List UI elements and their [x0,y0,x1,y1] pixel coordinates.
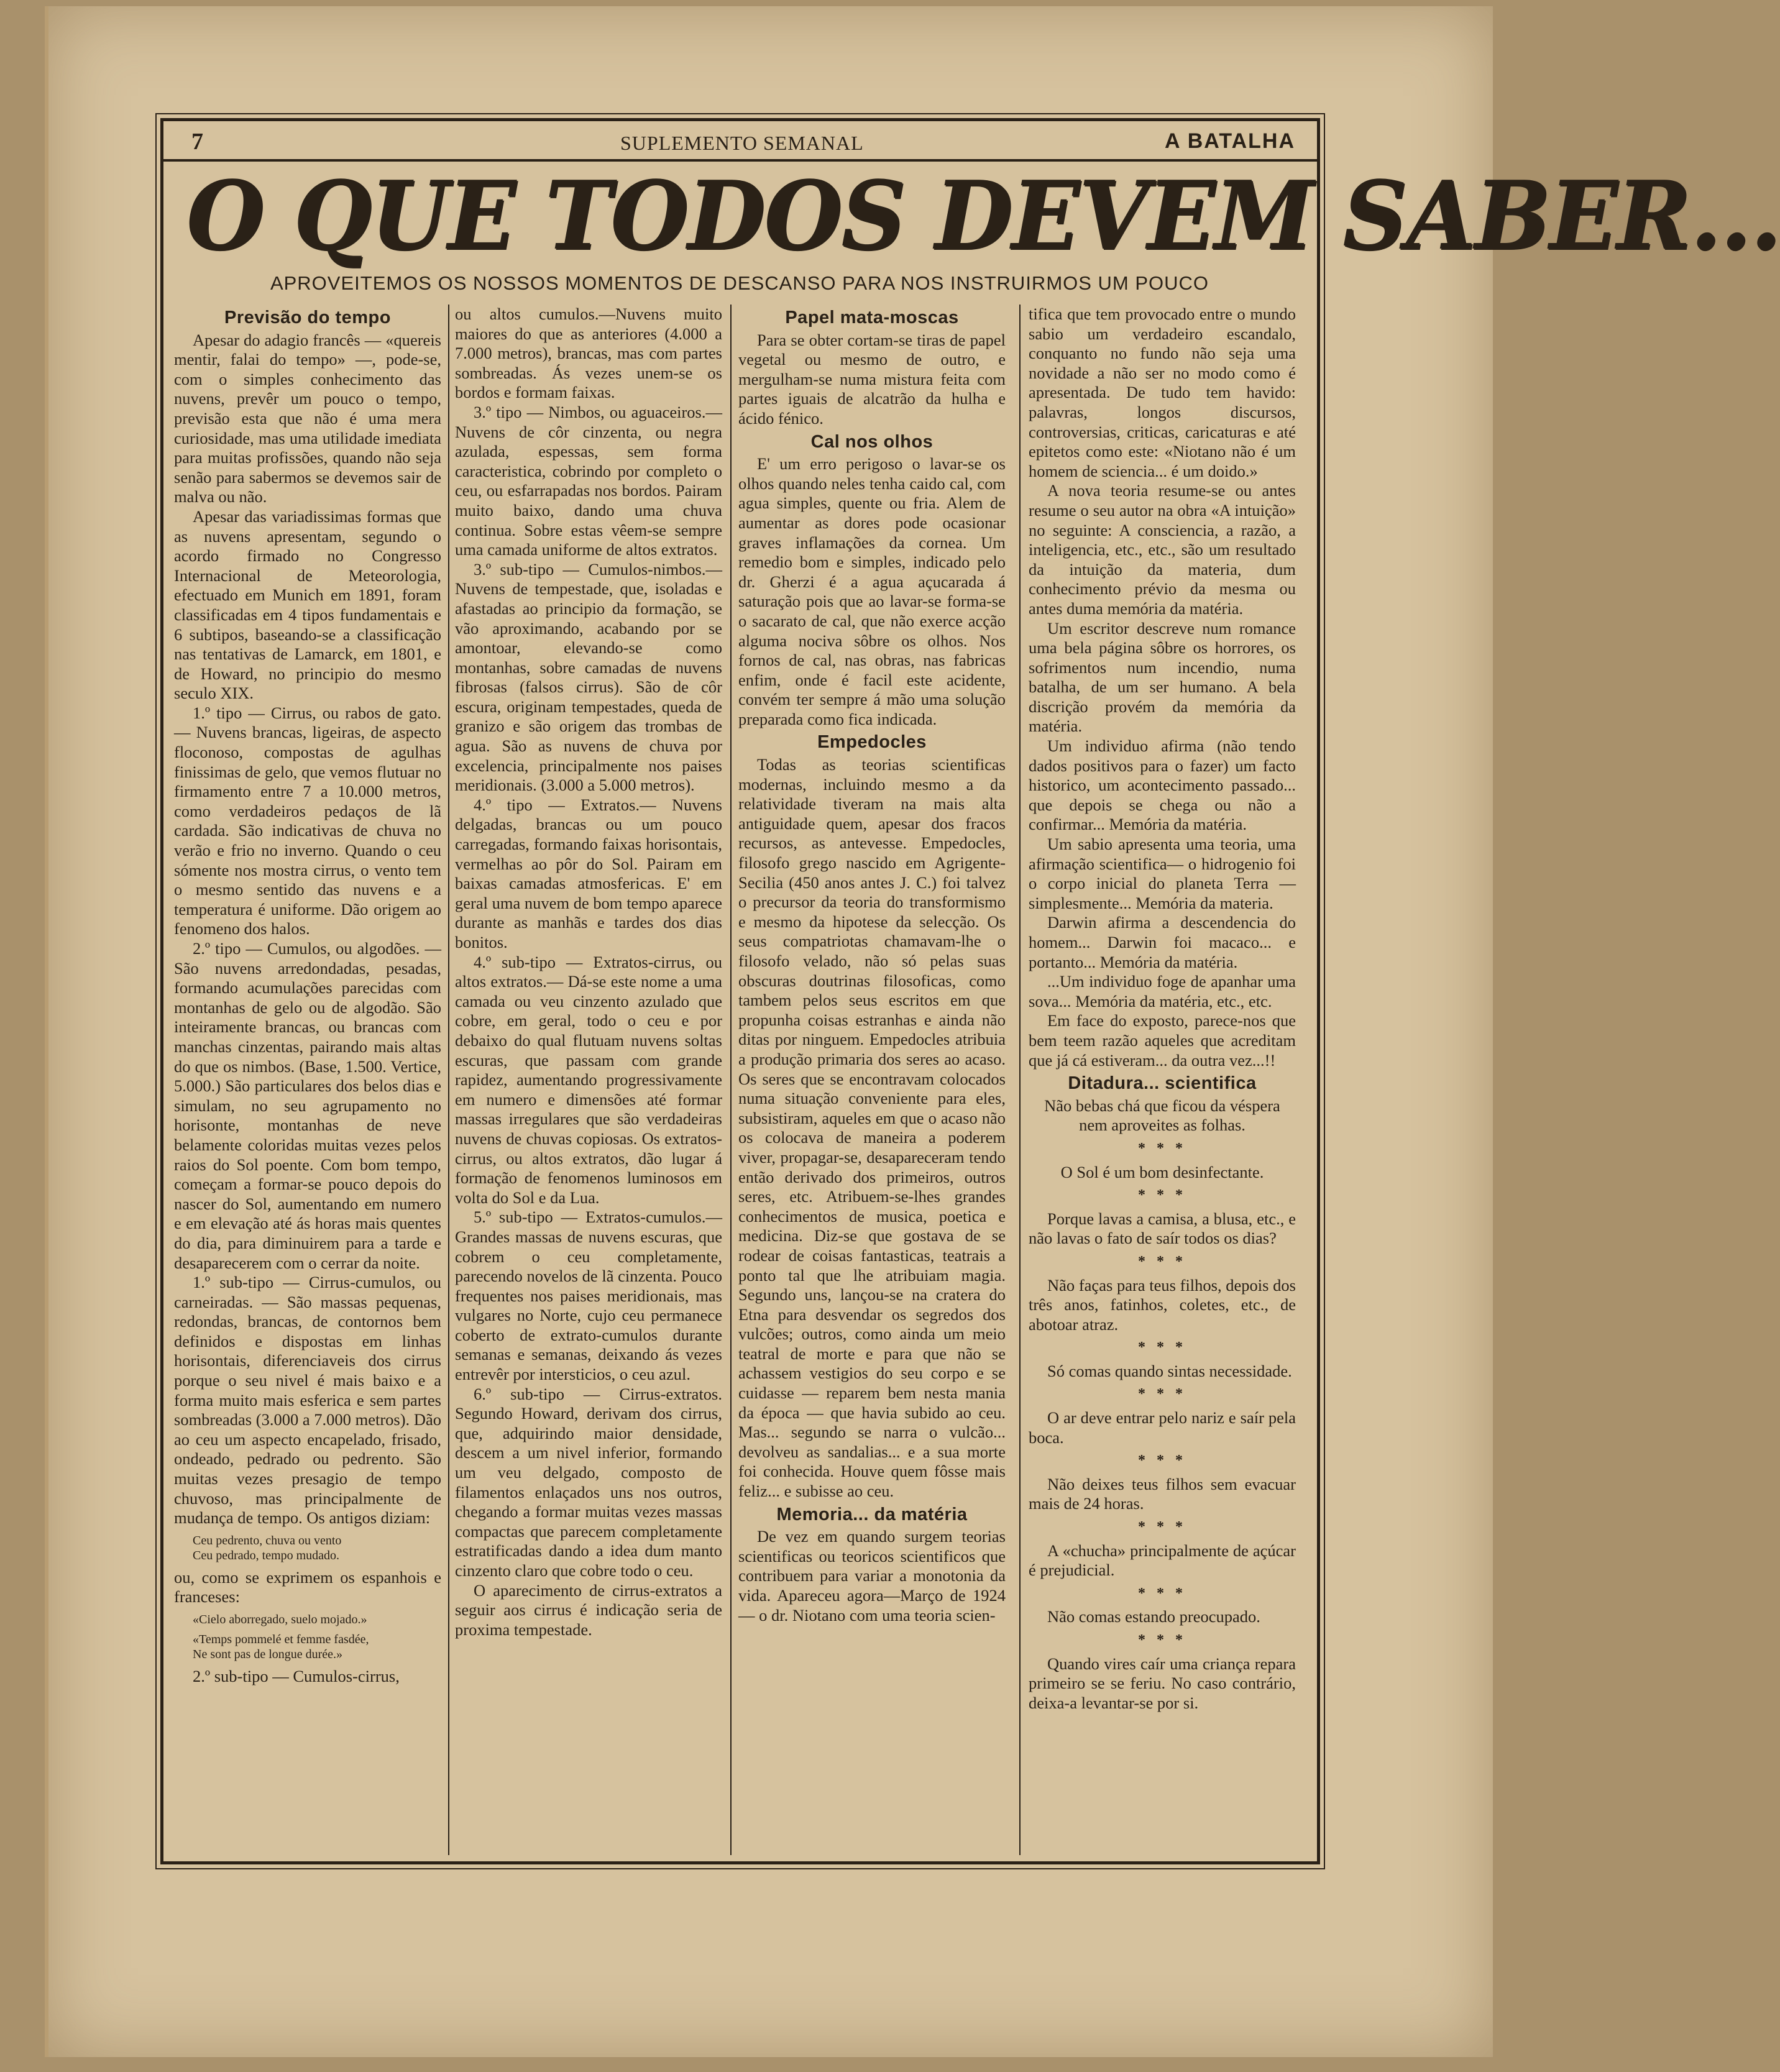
paragraph: 2.º sub-tipo — Cumulos-cirrus, [193,1667,400,1685]
paragraph: tifica que tem provocado entre o mundo sabio um verdadeiro escandalo, conquanto no fundo não seja uma novidade a não ser no modo como é apresentada. De tudo tem havido: palavras, longos discursos, controversias, criticas, caricaturas e até epitetos como este: «Niotano não é um homem de sciencia... é um doido.» [1029,305,1296,480]
separator: * * * [1138,1386,1186,1403]
column-rule [448,305,449,1855]
paragraph: Um escritor descreve num romance uma bela página sôbre os horrores, os sofrimentos num incendio, numa batalha, de um ser humano. A bela discrição provém da memória da matéria. [1029,618,1296,736]
column-4 [1029,305,1296,1855]
article-columns [168,305,1318,1858]
column-1 [174,305,441,1855]
separator: * * * [1138,1339,1186,1356]
paragraph: Um individuo afirma (não tendo dados positivos para o fazer) um facto historico, um acontecimento passado... que depois se chega ou não a confirmar... Memória da matéria. [1029,736,1296,834]
paragraph: ou, como se exprimem os espanhois e franceses: [174,1567,441,1607]
verse: Ceu pedrento, chuva ou vento Ceu pedrado, tempo mudado. [193,1533,342,1562]
tip: O Sol é um bom desinfectante. [1060,1162,1264,1181]
supplement-title: SUPLEMENTO SEMANAL [620,132,864,154]
paragraph: Todas as teorias scientificas modernas, incluindo mesmo a da relatividade tiveram na mais alta antiguidade quem, apesar dos fracos recursos, as antevesse. Empedocles, filosofo grego nascido em Agrigente-Secilia (450 anos antes J. C.) foi talvez o precursor da teoria do transformismo e mesmo da hipotese da selecção. Os seus compatriotas chamavam-lhe o filosofo velado, não só pelas suas obscuras doutrinas filosoficas, como tambem pelos seus escritos em que propunha coisas estranhas e ainda não ditas por ninguem. Empedocles atribuia a produção primaria dos seres ao acaso. Os seres que se encontravam colocados numa situação conveniente para eles, subsistiram, aqueles em que o acaso não os colocava de maneira a poderem viver, propagar-se, desapareceram tendo então derivado dos primeiros, outros seres, etc. Atribuem-se-lhes grandes conhecimentos de musica, poetica e medicina. Diz-se que gostava de se rodear de coisas fantasticas, teatrais a ponto tal que lhe atribuiam magia. Segundo uns, lançou-se na cratera do Etna para desvendar os segredos dos vulcões; outros, como ainda um meio teatral de morte e para que não se achassem vestigios do seu corpo e se cuidasse — reparem bem nesta mania da época — que havia subido ao ceu. Mas... segundo se narra o vulcão... devolveu as sandalias... e a sua morte foi conhecida. Houve quem fôsse mais feliz... e subisse ao ceu. [738,755,1006,1501]
paragraph: 3.º tipo — Nimbos, ou aguaceiros.— Nuvens de côr cinzenta, ou negra azulada, espessas, sem forma caracteristica, cobrindo por completo o ceu, ou esfarrapadas nos bordos. Pairam muito baixo, dando uma chuva continua. Sobre estas vêem-se sempre uma camada uniforme de altos extratos. [455,402,722,559]
paragraph: Apesar das variadissimas formas que as nuvens apresentam, segundo o acordo firmado no Congresso Internacional de Meteorologia, efectuado em Munich em 1891, foram classificadas em 4 tipos fundamentais e 6 subtipos, baseando-se a classificação nas tentativas de Lamarck, em 1801, e de Howard, no principio do mesmo seculo XIX. [174,507,441,703]
verse: «Cielo aborregado, suelo mojado.» [193,1613,367,1626]
paragraph: E' um erro perigoso o lavar-se os olhos quando neles tenha caido cal, com agua simples, quente ou fria. Alem de aumentar as dores pode ocasionar graves inflamações da cornea. Um remedio bom e simples, indicado pelo dr. Gherzi é a agua açucarada á saturação pois que ao lavar-se forma-se o sacarato de cal, que não exerce acção alguma nociva sôbre os olhos. Nos fornos de cal, nas obras, nas fabricas enfim, onde é facil este acidente, convém ter sempre á mão uma solução preparada como fica indicada. [738,454,1006,728]
paragraph: 1.º tipo — Cirrus, ou rabos de gato.— Nuvens brancas, ligeiras, de aspecto floconoso, compostas de agulhas finissimas de gelo, que vemos flutuar no firmamento entre 7 a 10.000 metros, como verdadeiros pedaços de lã cardada. São indicativas de chuva no verão e frio no inverno. Quando o ceu sómente nos mostra cirrus, o vento tem o mesmo sentido das nuvens e a temperatura é uniforme. Dão origem ao fenomeno dos halos. [174,703,441,938]
subheadline: APROVEITEMOS OS NOSSOS MOMENTOS DE DESCANSO PARA NOS INSTRUIRMOS UM POUCO [270,272,1209,294]
newspaper-name: A BATALHA [1165,129,1295,153]
separator: * * * [1138,1187,1186,1204]
paragraph: 1.º sub-tipo — Cirrus-cumulos, ou carneiradas. — São massas pequenas, redondas, brancas, de contornos bem definidos e dispostas em linhas horisontais, diferenciaveis dos cirrus porque o seu nivel é mais baixo e a forma muito mais esferica e sem partes sombreadas (3.000 a 7.000 metros). Dão ao ceu um aspecto encapelado, frisado, ondeado, pedrado ou pedrento. São muitas vezes presagio de tempo chuvoso, mas principalmente de mudança de tempo. Os antigos diziam: [174,1273,441,1528]
paragraph: Darwin afirma a descendencia do homem... Darwin foi macaco... e portanto... Memória da matéria. [1029,913,1296,971]
separator: * * * [1138,1253,1186,1270]
separator: * * * [1138,1452,1186,1469]
verse: «Temps pommelé et femme fasdée, Ne sont pas de longue durée.» [193,1633,369,1661]
paragraph: 3.º sub-tipo — Cumulos-nimbos.— Nuvens de tempestade, que, isoladas e afastadas ao principio da formação, se vão aproximando, acabando por se amontoar, elevando-se como montanhas, sobre camadas de nuvens fibrosas (falsos cirrus). São de côr escura, originam tempestades, queda de granizo e são origem das trombas de agua. São as nuvens de chuva por excelencia, principalmente nos paises meridionais. (3.000 a 5.000 metros). [455,559,722,795]
paragraph: O aparecimento de cirrus-extratos a seguir aos cirrus é indicação seria de proxima tempestade. [455,1580,722,1639]
column-rule [730,305,732,1855]
separator: * * * [1138,1140,1186,1157]
paragraph: 5.º sub-tipo — Extratos-cumulos.— Grandes massas de nuvens escuras, que cobrem o ceu completamente, parecendo novelos de lã cinzenta. Pouco frequentes nos paises meridionais, mas vulgares no Norte, cujo ceu permanece coberto de extrato-cumulos durante semanas e semanas, deixando ás vezes entrevêr por intersticios, o ceu azul. [455,1208,722,1384]
page-number: 7 [191,129,203,155]
article-title: Memoria... da matéria [776,1504,968,1524]
separator: * * * [1138,1632,1186,1648]
column-rule [1019,305,1021,1855]
paragraph: A nova teoria resume-se ou antes resume o seu autor na obra «A intuição» no seguinte: A consciencia, a razão, a inteligencia, etc., etc., são um resultado da intuição da materia, dum conhecimento prévio da mesma ou antes duma memória da matéria. [1029,481,1296,618]
paragraph: 4.º tipo — Extratos.— Nuvens delgadas, brancas ou um pouco carregadas, formando faixas horisontais, vermelhas ao pôr do Sol. Pairam em baixas camadas atmosfericas. E' em geral uma nuvem de bom tempo aparece durante as manhãs e tardes dos dias bonitos. [455,795,722,951]
tip: Quando vires caír uma criança repara primeiro se se feriu. No caso contrário, deixa-a levantar-se por si. [1029,1654,1296,1712]
paragraph: 6.º sub-tipo — Cirrus-extratos. Segundo Howard, derivam dos cirrus, que, adquirindo maior densidade, descem a um nivel inferior, formando um veu delgado, composto de filamentos enlaçados uns nos outros, chegando a formar muitas vezes massas compactas que parecem completamente estratificadas dando a idea dum manto cinzento claro que cobre todo o ceu. [455,1384,722,1580]
separator: * * * [1138,1519,1186,1536]
paragraph: De vez em quando surgem teorias scientificas ou teoricos scientificos que contribuem para variar a monotonia da vida. Apareceu agora—Março de 1924— o dr. Niotano com uma teoria scien- [738,1527,1006,1625]
article-title: Ditadura... scientifica [1068,1073,1257,1094]
tip: Não faças para teus filhos, depois dos três anos, fatinhos, coletes, etc., de abotoar atraz. [1029,1275,1296,1334]
paragraph: ou altos cumulos.—Nuvens muito maiores do que as anteriores (4.000 a 7.000 metros), brancas, mas com partes sombreadas. Ás vezes unem-se os bordos e formam faixas. [455,305,722,402]
tip: Só comas quando sintas necessidade. [1047,1361,1292,1380]
paragraph: Para se obter cortam-se tiras de papel vegetal ou mesmo de outro, e mergulham-se numa mistura feita com partes iguais de alcatrão da hulha e ácido fénico. [738,330,1006,428]
column-3 [738,305,1006,1855]
article-title: Empedocles [817,732,927,753]
paragraph: Apesar do adagio francês — «quereis mentir, falai do tempo» —, pode-se, com o simples conhecimento das nuvens, prevêr um pouco o tempo, previsão esta que não é uma mera curiosidade, mas uma utilidade imediata para muitas profissões, quando não seja senão para sabermos se devemos sair de malva ou não. [174,330,441,507]
tip: O ar deve entrar pelo nariz e saír pela boca. [1029,1408,1296,1447]
paragraph: Em face do exposto, parece-nos que bem teem razão aqueles que acreditam que já cá estiveram... da outra vez...!! [1029,1011,1296,1070]
tip: A «chucha» principalmente de açúcar é prejudicial. [1029,1541,1296,1580]
article-title: Cal nos olhos [810,431,934,452]
tip: Não deixes teus filhos sem evacuar mais de 24 horas. [1029,1474,1296,1513]
paragraph: 2.º tipo — Cumulos, ou algodões. — São nuvens arredondadas, pesadas, formando acumulações parecidas com montanhas de gelo ou de algodão. São inteiramente brancas, ou brancas com manchas cinzentas, pairando mais altas do que os nimbos. (Base, 1.500. Vertice, 5.000.) São particulares dos belos dias e simulam, no seu agrupamento no horisonte, montanhas de neve belamente coloridas muitas vezes pelos raios do Sol poente. Com bom tempo, começam a formar-se pouco depois do nascer do Sol, aumentando em numero e em elevação até ás horas mais quentes do dia, para diminuirem para a tarde e desaparecerem com o cerrar da noite. [174,939,441,1272]
page-header [160,124,1320,162]
article-title: Previsão do tempo [224,308,391,328]
paragraph: ...Um individuo foge de apanhar uma sova... Memória da matéria, etc., etc. [1029,972,1296,1011]
separator: * * * [1138,1585,1186,1602]
tip: Porque lavas a camisa, a blusa, etc., e não lavas o fato de saír todos os dias? [1029,1209,1296,1248]
tip: Não bebas chá que ficou da véspera nem aproveites as folhas. [1044,1096,1280,1135]
article-title: Papel mata-moscas [785,308,959,328]
headline: O QUE TODOS DEVEM SABER... [186,160,1780,271]
paragraph: 4.º sub-tipo — Extratos-cirrus, ou altos extratos.— Dá-se este nome a uma camada ou veu cinzento azulado que cobre, em geral, todo o ceu e por debaixo do qual flutuam nuvens soltas escuras, que passam com grande rapidez, aumentando progressivamente em numero e dimensões até formar massas irregulares que são verdadeiras nuvens de chuvas copiosas. Os extratos-cirrus, ou altos extratos, dão lugar á formação de fenomenos luminosos em volta do Sol e da Lua. [455,952,722,1207]
tip: Não comas estando preocupado. [1047,1607,1260,1626]
paragraph: Um sabio apresenta uma teoria, uma afirmação scientifica— o hidrogenio foi o corpo inicial do planeta Terra — simplesmente... Memória da materia. [1029,835,1296,912]
column-2 [455,305,722,1855]
